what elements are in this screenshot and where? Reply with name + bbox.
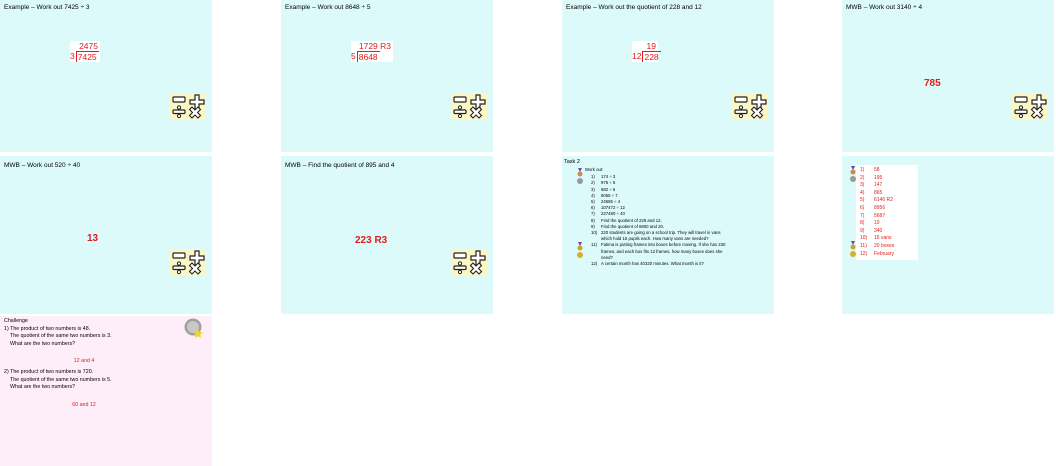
list-item: 4) 6055 ÷ 7 bbox=[591, 192, 618, 198]
answer: 223 R3 bbox=[355, 235, 388, 246]
slide-6[interactable] bbox=[281, 156, 493, 314]
list-item: 2) 975 ÷ 5 bbox=[591, 180, 616, 186]
divisor: 12 bbox=[632, 51, 642, 61]
list-item: 8) Find the quotient of 228 and 12. bbox=[591, 217, 662, 223]
operators-icon bbox=[451, 93, 487, 119]
list-item: 7) 227480 ÷ 40 bbox=[591, 211, 625, 217]
operators-icon bbox=[170, 93, 206, 119]
list-item: 1) 174 ÷ 3 bbox=[591, 174, 616, 180]
slide-1[interactable] bbox=[0, 0, 212, 152]
bus-stop-division bbox=[632, 41, 658, 62]
list-item: 9) Find the quotient of 6800 and 20. bbox=[591, 223, 665, 229]
bus-stop-division bbox=[70, 41, 100, 62]
divisor: 5 bbox=[351, 51, 356, 61]
list-item: 3) 882 ÷ 6 bbox=[591, 186, 616, 192]
silver-medal-icon bbox=[577, 176, 583, 185]
slide-9-challenge[interactable] bbox=[0, 316, 212, 466]
operators-icon bbox=[1012, 93, 1048, 119]
slide-2[interactable] bbox=[281, 0, 493, 152]
list-item: 2) 195 bbox=[860, 174, 883, 181]
list-item: 12) A certain month has 40320 minutes. What month is it? bbox=[591, 261, 704, 267]
operators-icon bbox=[170, 249, 206, 275]
answer: 60 and 12 bbox=[72, 401, 96, 408]
slide-title: Example – Work out 8648 ÷ 5 bbox=[285, 4, 371, 11]
list-item: 5) 6146 R2 bbox=[860, 197, 893, 204]
list-item: 1) 58 bbox=[860, 167, 880, 173]
list-item: 10) 220 students are going on a school trip. They will travel in vans which hold 15 pupils each. How many vans are needed? bbox=[591, 230, 721, 242]
dividend: 228 bbox=[644, 52, 659, 62]
list-item: 11) 20 boxes bbox=[860, 242, 895, 249]
slide-title: MWB – Work out 3140 ÷ 4 bbox=[846, 4, 923, 11]
task-list bbox=[585, 167, 727, 267]
operators-icon bbox=[732, 93, 768, 119]
list-item: 5) 24586 ÷ 4 bbox=[591, 199, 621, 205]
answer-list bbox=[856, 165, 918, 260]
slide-5[interactable] bbox=[0, 156, 212, 314]
list-item: 10) 15 vans bbox=[860, 235, 892, 242]
answer: 785 bbox=[924, 78, 941, 89]
challenge-text: Challenge 1) The product of two numbers is 48. The quotient of the same two numbers is 3. What are the two numbers? 12 and 4 2) The product of two numbers is 720. The quotient of the same two numbers is 5. What are the two numbers? 60 and 12 bbox=[4, 318, 204, 409]
quotient: 2475 bbox=[79, 41, 98, 51]
slide-title: Example – Work out the quotient of 228 and 12 bbox=[566, 4, 702, 11]
dividend: 7425 bbox=[77, 52, 97, 62]
list-item: 6) 8956 bbox=[860, 204, 886, 211]
slide-title: MWB – Find the quotient of 895 and 4 bbox=[285, 162, 395, 169]
quotient: 1729 R3 bbox=[358, 41, 391, 51]
list-item: 9) 340 bbox=[860, 227, 883, 234]
gold-medal-icon bbox=[577, 250, 583, 259]
slide-title: MWB – Work out 520 ÷ 40 bbox=[4, 162, 81, 169]
dividend: 8648 bbox=[358, 52, 378, 62]
slide-4[interactable] bbox=[842, 0, 1054, 152]
slide-title: Example – Work out 7425 ÷ 3 bbox=[4, 4, 90, 11]
slide-3[interactable] bbox=[562, 0, 774, 152]
bus-stop-division bbox=[351, 41, 393, 62]
list-item: 8) 19 bbox=[860, 220, 880, 227]
divisor: 3 bbox=[70, 51, 75, 61]
slide-7[interactable] bbox=[562, 156, 774, 314]
answer: 12 and 4 bbox=[73, 358, 95, 365]
task-intro: Work out: bbox=[585, 167, 604, 172]
slide-8[interactable] bbox=[842, 156, 1054, 314]
list-item: 7) 5687 bbox=[860, 212, 886, 219]
list-item: 11) Fatima is putting frames into boxes before moving. If she has 230 frames, and each box fits 12 frames, how many boxes does she need? bbox=[591, 242, 726, 260]
list-item: 3) 147 bbox=[860, 182, 883, 189]
list-item: 4) 865 bbox=[860, 189, 883, 196]
quotient: 19 bbox=[646, 41, 656, 51]
list-item: 12) February bbox=[860, 250, 895, 257]
answer: 13 bbox=[87, 233, 99, 244]
list-item: 6) 107472 ÷ 12 bbox=[591, 205, 625, 211]
slide-title: Task 2 bbox=[564, 159, 580, 165]
operators-icon bbox=[451, 249, 487, 275]
slide-title: Challenge bbox=[4, 318, 28, 324]
